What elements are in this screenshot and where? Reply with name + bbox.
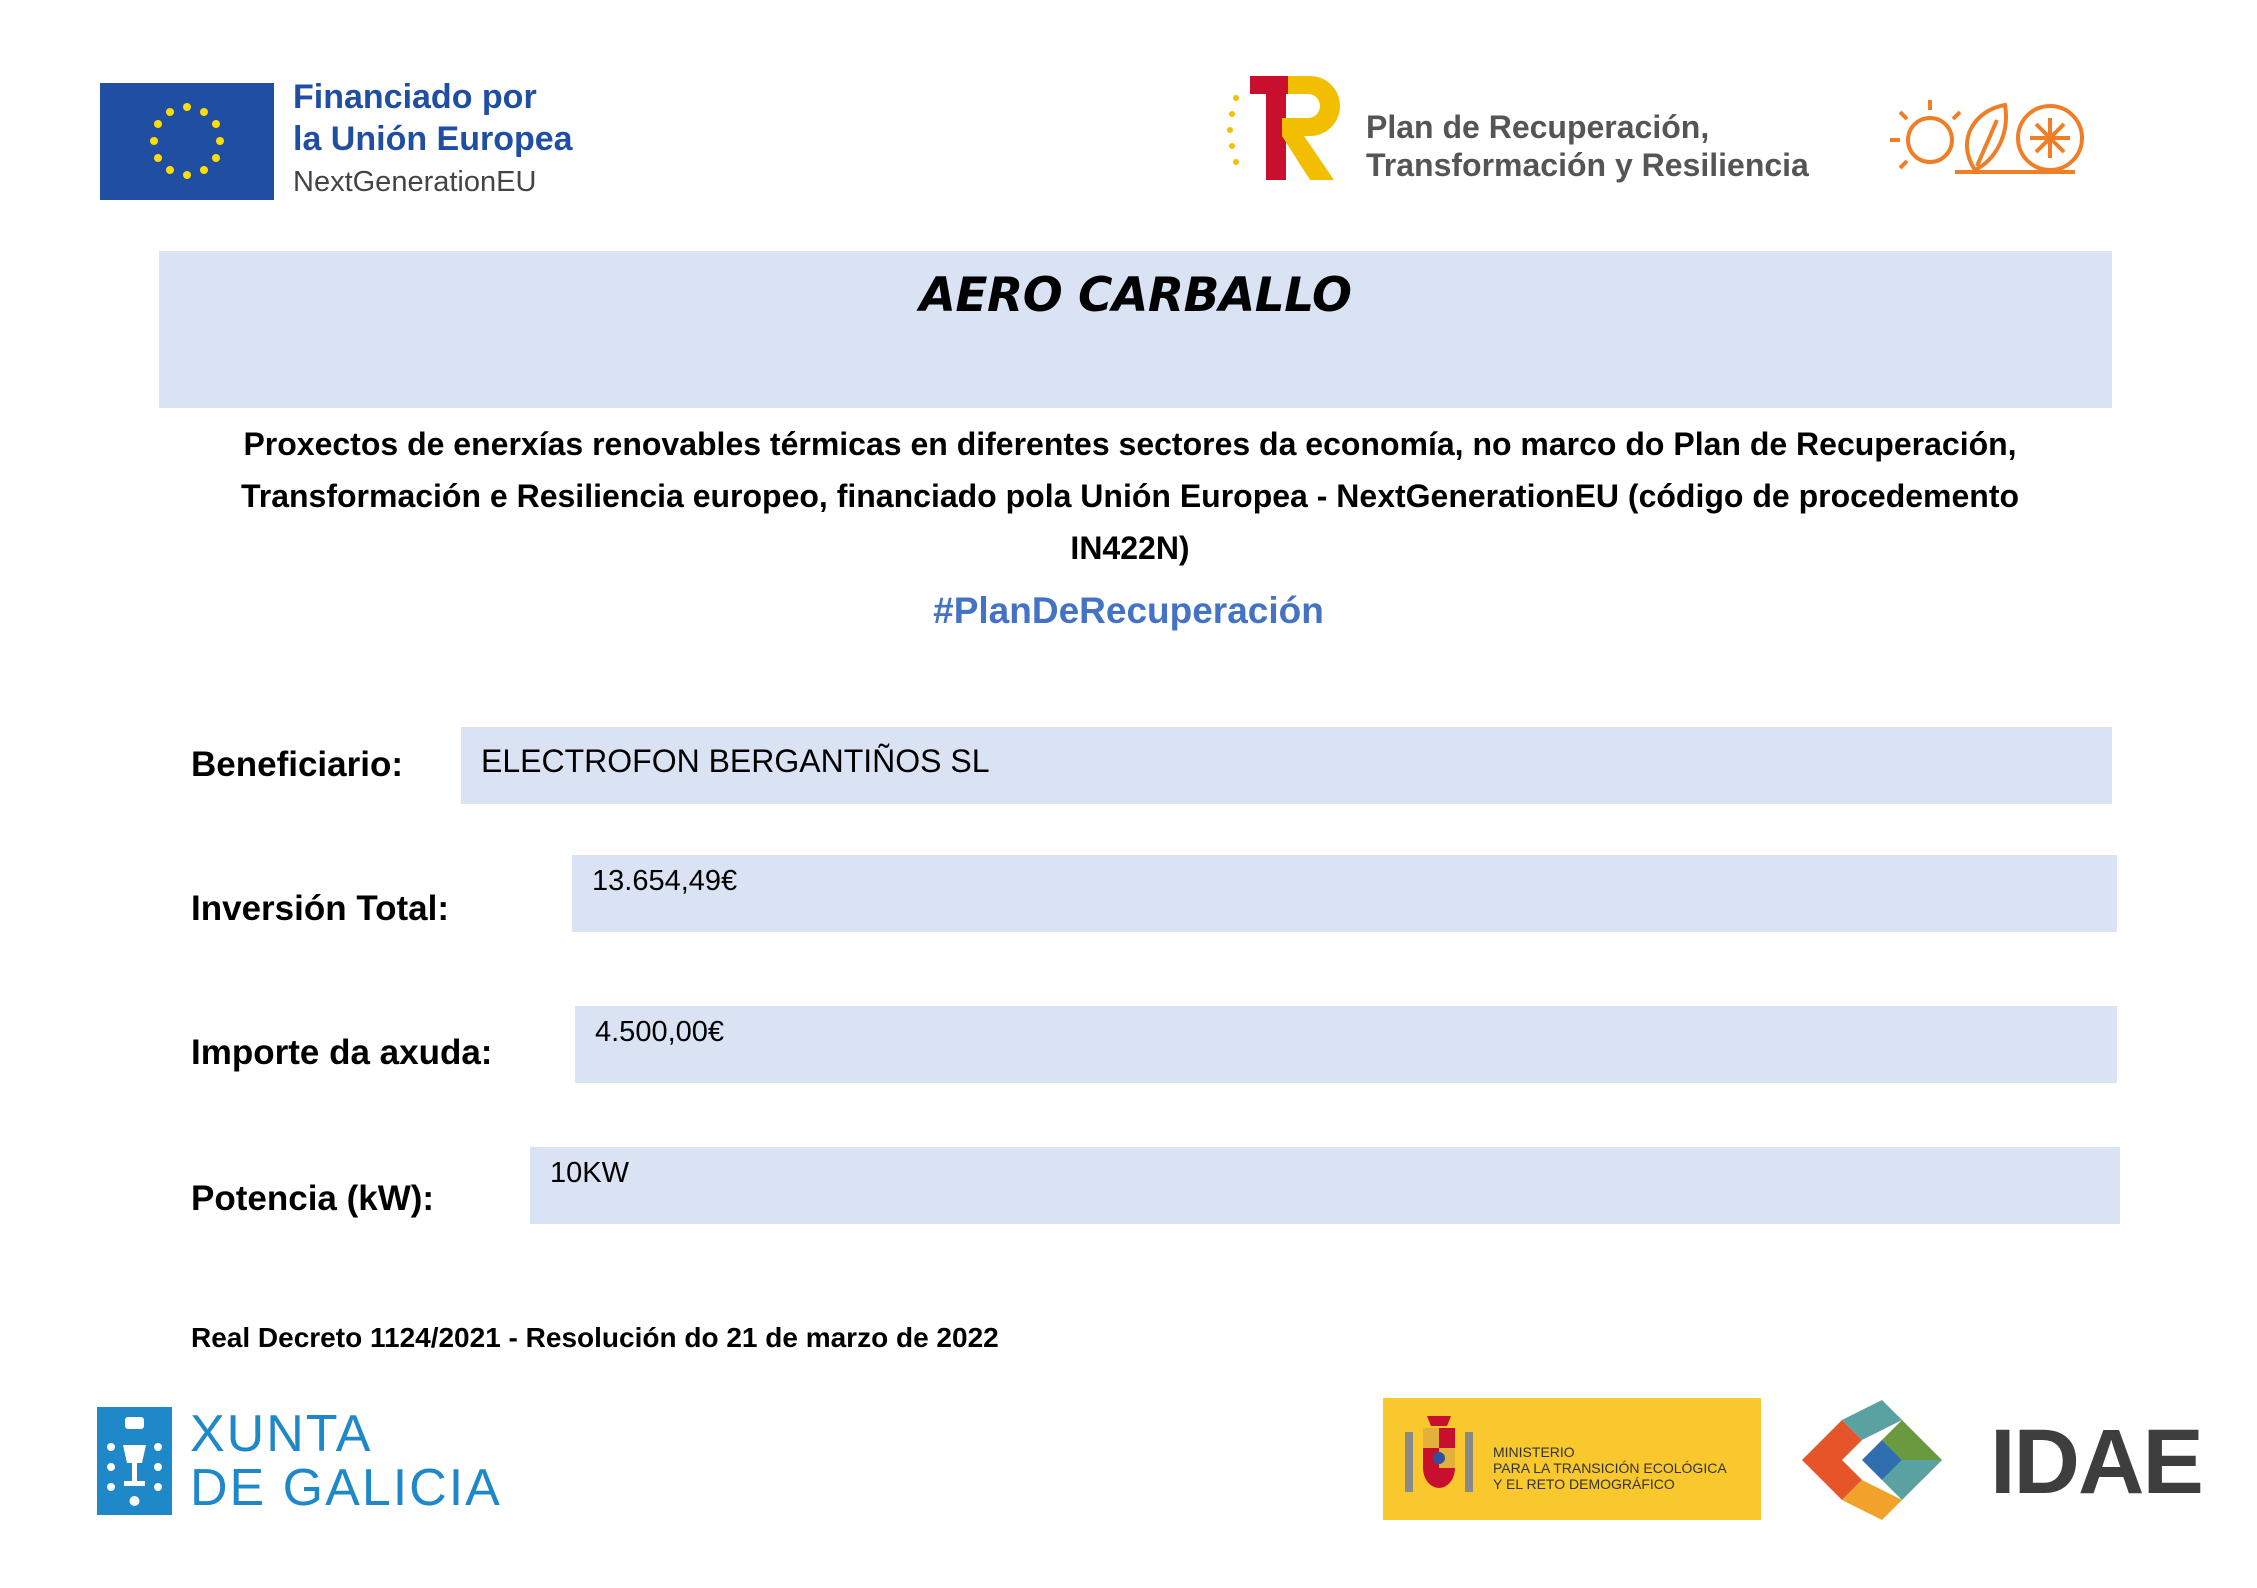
- eu-text-line1: Financiado por: [293, 78, 537, 116]
- ministerio-line3: Y EL RETO DEMOGRÁFICO: [1493, 1476, 1675, 1492]
- footer-note: Real Decreto 1124/2021 - Resolución do 21 de marzo de 2022: [191, 1322, 999, 1353]
- xunta-line1: XUNTA: [190, 1405, 373, 1463]
- eu-text-line2: la Unión Europea: [293, 120, 573, 158]
- project-title: AERO CARBALLO: [919, 268, 1352, 323]
- hashtag: #PlanDeRecuperación: [933, 590, 1324, 631]
- ministerio-line1: MINISTERIO: [1493, 1444, 1575, 1460]
- eu-funding-text: [293, 76, 613, 204]
- potencia-field: [530, 1147, 2120, 1224]
- description: [150, 418, 2110, 574]
- beneficiario-value: ELECTROFON BERGANTIÑOS SL: [481, 743, 990, 779]
- eu-flag-icon: [100, 83, 274, 200]
- description-line: IN422N): [1070, 530, 1190, 566]
- importe-field: [575, 1006, 2117, 1083]
- importe-label: Importe da axuda:: [191, 1033, 493, 1072]
- spain-coat-of-arms-icon: [1399, 1412, 1479, 1506]
- inversion-field: [572, 855, 2117, 932]
- xunta-logo-text: [190, 1407, 502, 1515]
- potencia-value: 10KW: [550, 1157, 629, 1189]
- importe-value: 4.500,00€: [595, 1016, 725, 1048]
- xunta-emblem-icon: [97, 1407, 172, 1515]
- title-band: [159, 251, 2112, 408]
- ministerio-text: [1493, 1444, 1727, 1492]
- prtr-tr-logo-icon: [1222, 70, 1356, 184]
- sun-leaf-snowflake-icon: [1885, 90, 2095, 180]
- inversion-value: 13.654,49€: [592, 865, 738, 897]
- eu-text-line3: NextGenerationEU: [293, 166, 537, 198]
- prtr-text-line1: Plan de Recuperación,: [1366, 109, 1710, 145]
- beneficiario-label: Beneficiario:: [191, 745, 403, 784]
- xunta-line2: DE GALICIA: [190, 1459, 502, 1517]
- description-line: Transformación e Resiliencia europeo, financiado pola Unión Europea - NextGenerationEU (código de procedemento: [240, 478, 2020, 514]
- potencia-label: Potencia (kW):: [191, 1179, 435, 1218]
- idae-mark-icon: [1792, 1398, 1972, 1522]
- ministerio-logo: [1383, 1398, 1761, 1520]
- ministerio-line2: PARA LA TRANSICIÓN ECOLÓGICA: [1493, 1460, 1727, 1476]
- prtr-text-line2: Transformación y Resiliencia: [1366, 147, 1809, 183]
- description-line: Proxectos de enerxías renovables térmicas en diferentes sectores da economía, no marco do Plan de Recuperación,: [243, 426, 2017, 462]
- idae-logo-text: IDAE: [1990, 1411, 2202, 1513]
- prtr-text: [1366, 108, 1809, 184]
- inversion-label: Inversión Total:: [191, 889, 449, 928]
- beneficiario-field: [461, 727, 2112, 804]
